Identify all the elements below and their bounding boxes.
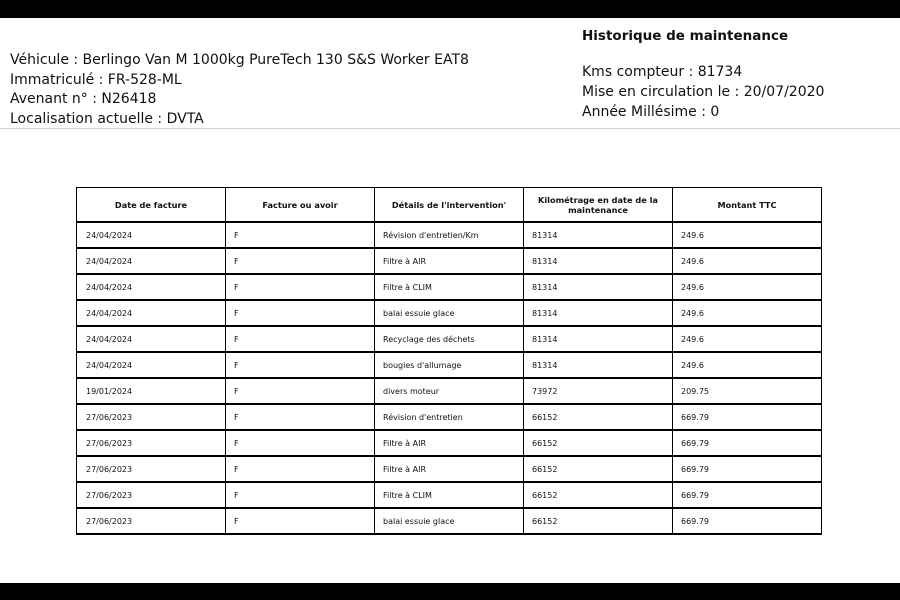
cell-details: Filtre à AIR [375,248,524,274]
table-row [77,300,822,326]
cell-mileage: 66152 [524,456,673,482]
vehicle-amendment: Avenant n° : N26418 [10,91,157,107]
cell-amount: 209.75 [673,378,822,404]
cell-details: Filtre à CLIM [375,274,524,300]
table-row [77,378,822,404]
cell-details: Filtre à AIR [375,430,524,456]
bottom-black-bar [0,583,900,600]
cell-mileage: 66152 [524,404,673,430]
cell-invoice-type: F [226,274,375,300]
table-row [77,404,822,430]
cell-date: 24/04/2024 [77,300,226,326]
table-header-row [77,188,822,223]
vehicle-info [10,51,469,129]
odometer: Kms compteur : 81734 [582,64,743,80]
cell-invoice-type: F [226,352,375,378]
cell-details: divers moteur [375,378,524,404]
cell-date: 27/06/2023 [77,404,226,430]
vehicle-location: Localisation actuelle : DVTA [10,110,204,127]
cell-mileage: 66152 [524,482,673,508]
cell-details: Filtre à CLIM [375,482,524,508]
cell-amount: 669.79 [673,482,822,508]
table-row [77,508,822,534]
cell-invoice-type: F [226,456,375,482]
header-mileage: Kilométrage en date de la maintenance [524,188,673,223]
cell-details: Filtre à AIR [375,456,524,482]
cell-invoice-type: F [226,482,375,508]
maintenance-table [76,187,822,535]
cell-date: 24/04/2024 [77,222,226,248]
table-row [77,352,822,378]
cell-mileage: 81314 [524,274,673,300]
cell-details: Révision d'entretien/Km [375,222,524,248]
cell-date: 27/06/2023 [77,482,226,508]
table-row [77,326,822,352]
history-info [582,62,824,122]
header-amount: Montant TTC [673,188,822,223]
cell-date: 19/01/2024 [77,378,226,404]
cell-date: 27/06/2023 [77,508,226,534]
cell-mileage: 81314 [524,326,673,352]
cell-amount: 249.6 [673,274,822,300]
cell-mileage: 81314 [524,300,673,326]
cell-date: 24/04/2024 [77,274,226,300]
vehicle-registration: Immatriculé : FR-528-ML [10,71,182,88]
cell-date: 24/04/2024 [77,248,226,274]
cell-amount: 249.6 [673,222,822,248]
cell-amount: 669.79 [673,508,822,534]
cell-details: bougies d'allumage [375,352,524,378]
cell-invoice-type: F [226,508,375,534]
cell-invoice-type: F [226,430,375,456]
cell-date: 27/06/2023 [77,430,226,456]
top-black-bar [0,0,900,18]
header-date: Date de facture [77,188,226,223]
cell-amount: 249.6 [673,352,822,378]
cell-mileage: 81314 [524,352,673,378]
cell-details: Recyclage des déchets [375,326,524,352]
model-year: Année Millésime : 0 [582,104,720,120]
cell-invoice-type: F [226,404,375,430]
cell-mileage: 81314 [524,248,673,274]
cell-amount: 669.79 [673,430,822,456]
cell-amount: 669.79 [673,456,822,482]
cell-amount: 249.6 [673,248,822,274]
table-row [77,456,822,482]
table-row [77,482,822,508]
vehicle-model: Véhicule : Berlingo Van M 1000kg PureTech 130 S&S Worker EAT8 [10,52,469,68]
table-row [77,274,822,300]
divider [0,128,900,129]
table-row [77,430,822,456]
cell-invoice-type: F [226,222,375,248]
cell-details: balai essuie glace [375,300,524,326]
cell-date: 27/06/2023 [77,456,226,482]
cell-mileage: 66152 [524,430,673,456]
cell-invoice-type: F [226,378,375,404]
cell-invoice-type: F [226,300,375,326]
cell-mileage: 66152 [524,508,673,534]
cell-amount: 249.6 [673,326,822,352]
cell-invoice-type: F [226,248,375,274]
table-row [77,248,822,274]
cell-mileage: 81314 [524,222,673,248]
cell-details: Révision d'entretien [375,404,524,430]
cell-amount: 249.6 [673,300,822,326]
header-invoice-type: Facture ou avoir [226,188,375,223]
table-row [77,222,822,248]
header-details: Détails de l'intervention' [375,188,524,223]
cell-details: balai essuie glace [375,508,524,534]
cell-date: 24/04/2024 [77,326,226,352]
registration-date: Mise en circulation le : 20/07/2020 [582,84,825,100]
cell-mileage: 73972 [524,378,673,404]
cell-amount: 669.79 [673,404,822,430]
cell-date: 24/04/2024 [77,352,226,378]
cell-invoice-type: F [226,326,375,352]
history-title: Historique de maintenance [582,28,789,44]
